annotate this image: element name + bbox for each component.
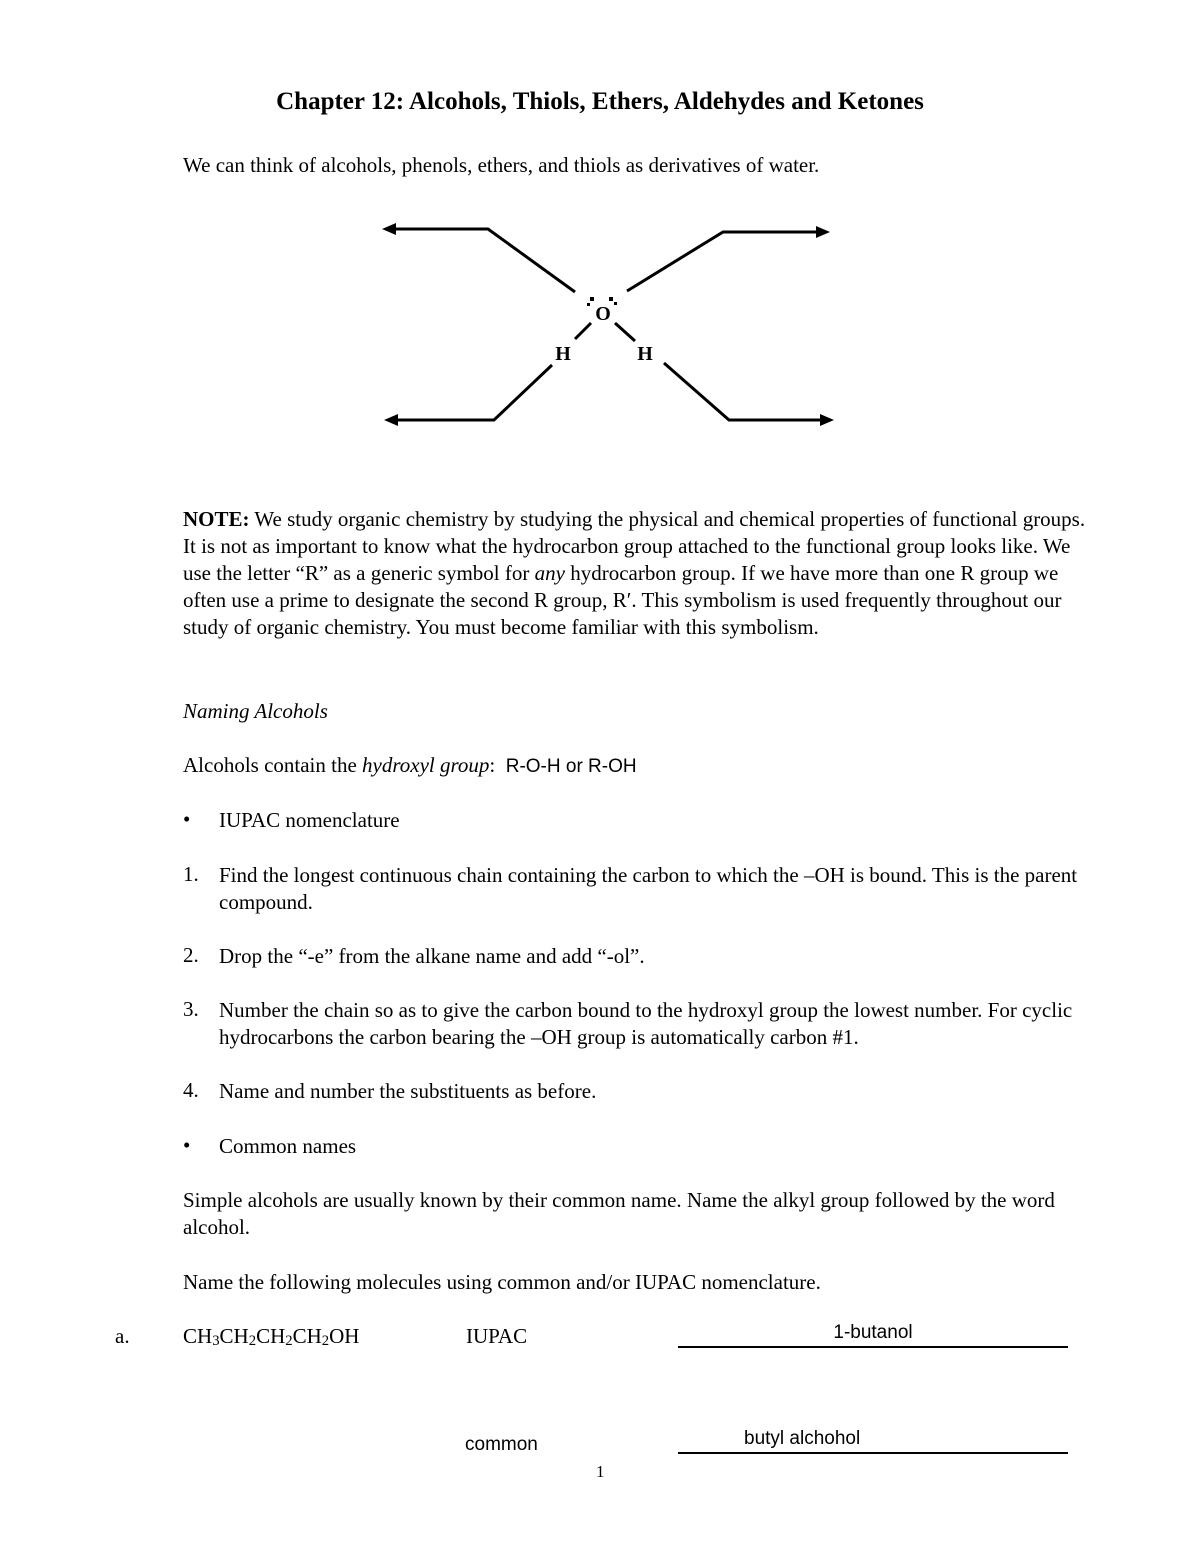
arrow-upper-right	[627, 232, 820, 291]
step-number: 4.	[183, 1078, 199, 1102]
oxygen-atom: O	[595, 303, 611, 325]
page-number: 1	[596, 1462, 605, 1481]
hydrogen-atom-left: H	[555, 343, 571, 365]
bullet-icon: •	[183, 1133, 191, 1157]
arrow-lower-left	[394, 365, 552, 420]
bullet-icon: •	[183, 807, 191, 831]
hydroxyl-emphasis: hydroxyl group	[362, 753, 490, 777]
step-number: 1.	[183, 862, 199, 886]
exercise-prompt: Name the following molecules using common and/or IUPAC nomenclature.	[183, 1270, 821, 1294]
iupac-label: IUPAC	[466, 1324, 528, 1348]
note-text-2: hydrocarbon group. If we have more than one R group we often use a prime to designate the second R group, R′. This symbolism is used frequently throughout our study of organic chemistry. You must become familiar with this symbolism.	[183, 561, 1062, 639]
step-3: Number the chain so as to give the carbon bound to the hydroxyl group the lowest number. For cyclic hydrocarbons the carbon bearing the –OH group is automatically carbon #1.	[219, 998, 1073, 1049]
step-number: 2.	[183, 943, 199, 967]
molecule-formula: $CH_3CH_2CH_2CH_2OH$	[183, 1324, 360, 1350]
arrow-lower-right	[664, 363, 826, 420]
page-title: Chapter 12: Alcohols, Thiols, Ethers, Aldehydes and Ketones	[276, 88, 924, 115]
step-4: Name and number the substituents as before.	[219, 1079, 597, 1103]
hydrogen-atom-right: H	[637, 343, 653, 365]
intro-text: We can think of alcohols, phenols, ethers, and thiols as derivatives of water.	[183, 153, 820, 177]
bullet-iupac: IUPAC nomenclature	[219, 808, 400, 832]
step-2: Drop the “-e” from the alkane name and add “-ol”.	[219, 944, 645, 968]
water-derivative-diagram	[380, 210, 840, 440]
step-1: Find the longest continuous chain containing the carbon to which the –OH is bound. This is the parent compound.	[219, 863, 1078, 914]
common-names-text: Simple alcohols are usually known by their common name. Name the alkyl group followed by the word alcohol.	[183, 1188, 1055, 1239]
iupac-answer-field[interactable]: 1-butanol	[678, 1322, 1068, 1348]
note-emphasis: any	[534, 561, 565, 585]
hydroxyl-formula: R-O-H or R-OH	[505, 756, 637, 777]
arrow-upper-left	[392, 229, 575, 292]
common-label: common	[465, 1434, 538, 1455]
hydroxyl-text: Alcohols contain the	[183, 753, 363, 777]
hydroxyl-line	[183, 752, 1083, 780]
note-label: NOTE:	[183, 507, 250, 531]
section-heading-naming-alcohols: Naming Alcohols	[183, 699, 328, 723]
common-answer-field[interactable]: butyl alchohol	[678, 1428, 1068, 1454]
bullet-common-names: Common names	[219, 1134, 357, 1158]
step-number: 3.	[183, 997, 199, 1021]
note-paragraph	[183, 506, 1088, 641]
note-text: We study organic chemistry by studying the physical and chemical properties of functional groups. It is not as important to know what the hydrocarbon group attached to the functional group looks like. We use the letter “R” as a generic symbol for	[183, 507, 1086, 585]
colon: :	[489, 753, 496, 777]
exercise-label: a.	[115, 1324, 130, 1348]
